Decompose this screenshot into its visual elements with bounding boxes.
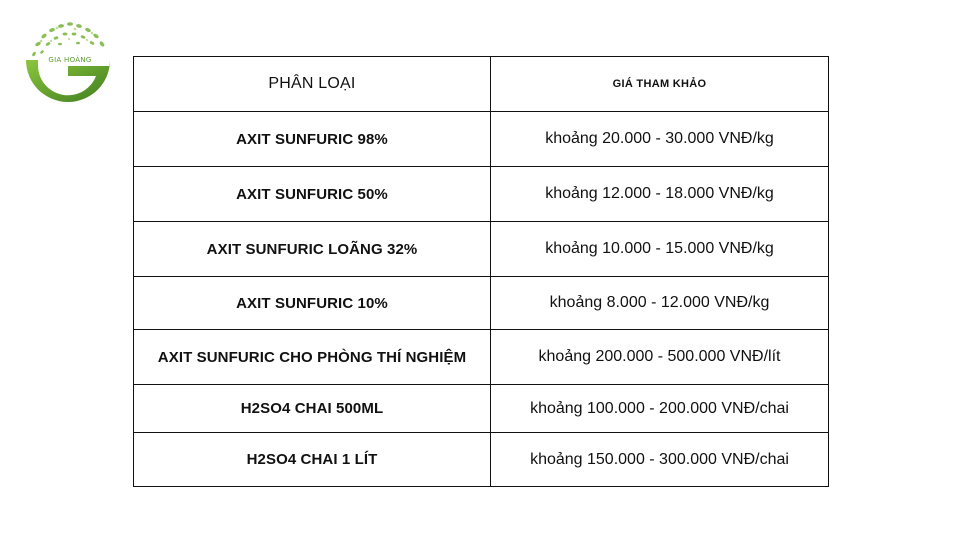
price-table — [133, 56, 829, 487]
product-name: AXIT SUNFURIC 50% — [134, 167, 491, 222]
gia-hoang-logo — [22, 14, 114, 112]
product-price: khoảng 12.000 - 18.000 VNĐ/kg — [491, 167, 829, 222]
product-name: AXIT SUNFURIC 10% — [134, 277, 491, 330]
product-name: AXIT SUNFURIC LOÃNG 32% — [134, 222, 491, 277]
product-name: AXIT SUNFURIC CHO PHÒNG THÍ NGHIỆM — [134, 330, 491, 385]
product-price: khoảng 150.000 - 300.000 VNĐ/chai — [491, 433, 829, 487]
header-category: PHÂN LOẠI — [134, 57, 491, 112]
product-price: khoảng 20.000 - 30.000 VNĐ/kg — [491, 112, 829, 167]
product-name: H2SO4 CHAI 500ML — [134, 385, 491, 433]
table-row — [134, 112, 829, 167]
product-name: H2SO4 CHAI 1 LÍT — [134, 433, 491, 487]
product-price: khoảng 10.000 - 15.000 VNĐ/kg — [491, 222, 829, 277]
product-price: khoảng 8.000 - 12.000 VNĐ/kg — [491, 277, 829, 330]
product-price: khoảng 100.000 - 200.000 VNĐ/chai — [491, 385, 829, 433]
table-row — [134, 167, 829, 222]
table-row — [134, 277, 829, 330]
logo-g-shape — [26, 60, 110, 102]
table-row — [134, 385, 829, 433]
product-name: AXIT SUNFURIC 98% — [134, 112, 491, 167]
logo-brand-text: GIA HOÀNG — [48, 56, 92, 64]
product-price: khoảng 200.000 - 500.000 VNĐ/lít — [491, 330, 829, 385]
table-row — [134, 222, 829, 277]
header-reference-price: GIÁ THAM KHẢO — [491, 57, 829, 112]
table-row — [134, 433, 829, 487]
table-row — [134, 330, 829, 385]
table-header-row — [134, 57, 829, 112]
